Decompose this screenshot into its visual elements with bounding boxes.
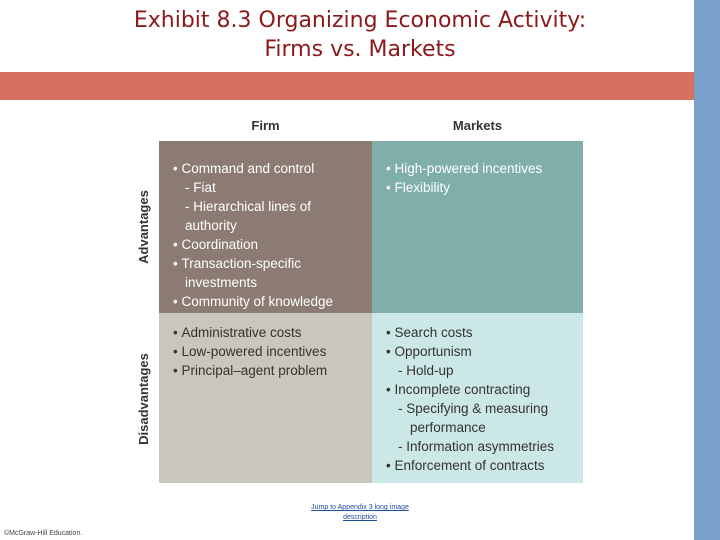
- list-item: • Transaction-specific: [173, 254, 364, 273]
- slide-title: [0, 6, 720, 64]
- list-markets-advantages: [386, 159, 575, 197]
- list-item: • Low-powered incentives: [173, 342, 364, 361]
- list-item: • Opportunism: [386, 342, 575, 361]
- list-item: • Community of knowledge: [173, 292, 364, 311]
- cell-firm-disadvantages: [159, 313, 372, 483]
- jump-to-appendix-link[interactable]: Jump to Appendix 3 long image description: [311, 504, 409, 521]
- list-item: - Hierarchical lines of authority: [173, 197, 364, 235]
- list-firm-disadvantages: [173, 323, 364, 380]
- list-item: - Fiat: [173, 178, 364, 197]
- title-line-1: Exhibit 8.3 Organizing Economic Activity:: [133, 8, 587, 33]
- list-item: • Flexibility: [386, 178, 575, 197]
- row-header-advantages: Advantages: [136, 190, 151, 264]
- list-item: - Information asymmetries: [386, 437, 575, 456]
- column-header-firm: Firm: [251, 118, 280, 133]
- cell-markets-advantages: [372, 141, 583, 313]
- column-header-markets: Markets: [452, 118, 503, 133]
- list-item: - Specifying & measuring: [386, 399, 575, 418]
- list-item: • High-powered incentives: [386, 159, 575, 178]
- right-accent-bar: [694, 0, 720, 540]
- title-accent-bar: [0, 72, 694, 100]
- list-markets-disadvantages: [386, 323, 575, 475]
- list-item: investments: [185, 275, 258, 290]
- title-line-2: Firms vs. Markets: [264, 37, 456, 62]
- list-item: • Coordination: [173, 235, 364, 254]
- cell-markets-disadvantages: [372, 313, 583, 483]
- list-item: • Command and control: [173, 159, 364, 178]
- list-item: performance: [410, 420, 486, 435]
- row-header-disadvantages: Disadvantages: [136, 353, 151, 445]
- copyright-text: ©McGraw-Hill Education.: [4, 530, 83, 537]
- list-item: • Principal–agent problem: [173, 361, 364, 380]
- cell-firm-advantages: [159, 141, 372, 313]
- list-firm-advantages: [173, 159, 364, 311]
- list-item: • Incomplete contracting: [386, 380, 575, 399]
- list-item: - Hold-up: [386, 361, 575, 380]
- list-item: • Enforcement of contracts: [386, 456, 575, 475]
- list-item: • Administrative costs: [173, 323, 364, 342]
- list-item: • Search costs: [386, 323, 575, 342]
